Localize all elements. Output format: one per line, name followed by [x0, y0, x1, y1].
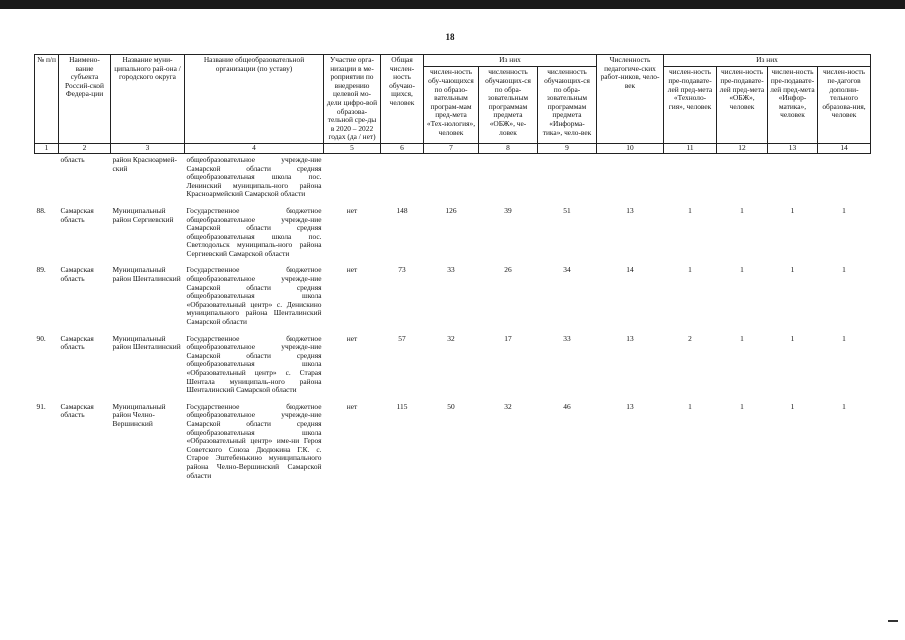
page-number: 18 — [445, 32, 455, 42]
row-students-tech — [424, 153, 479, 204]
row-teachers-tech: 1 — [688, 205, 692, 215]
row-students-inf: 51 — [563, 205, 571, 215]
header-students-obzh: численность обучающих-ся по обра-зовательным программам предмета «ОБЖ», че-ловек — [479, 67, 538, 144]
header-num: № п/п — [35, 55, 59, 144]
row-teachers-tech: 2 — [688, 333, 692, 343]
row-participation: нет — [346, 265, 358, 275]
row-total-students: 115 — [396, 401, 408, 411]
row-total-students: 57 — [398, 333, 406, 343]
table-row — [35, 401, 871, 486]
row-students-tech: 126 — [445, 205, 457, 215]
row-participation: нет — [346, 333, 358, 343]
col-number: 4 — [185, 143, 324, 153]
top-scan-bar — [0, 0, 905, 9]
row-region: Самарская область — [60, 205, 94, 224]
row-region: Самарская область — [60, 265, 94, 284]
row-district: Муниципальный район Шенталинский — [112, 333, 181, 352]
row-participation: нет — [346, 401, 358, 411]
row-students-inf: 46 — [563, 401, 571, 411]
row-region: Самарская область — [60, 333, 94, 352]
header-teachers-inf: числен-ность пре-подавате-лей пред-мета «Инфор-матика», человек — [768, 67, 818, 144]
row-organization: Государственное бюджетное общеобразовательное учрежде-ние Самарской области средняя общеобразовательная школа «Образовательный центр» име-ни Героя Советского Союза Дюдюкина Г.К. с. Старое Эштебенькино муниципального района Челно-Вершинский Самарской области — [186, 401, 322, 480]
row-participation — [324, 153, 381, 204]
row-district: Муниципальный район Шенталинский — [112, 265, 181, 284]
header-students-inf: численность обучающих-ся по обра-зовательным программам предмета «Информа-тика», чело-век — [538, 67, 597, 144]
row-students-inf: 33 — [563, 333, 571, 343]
row-teachers-tech — [664, 153, 717, 204]
row-students-obzh: 39 — [504, 205, 512, 215]
header-teachers-obzh: числен-ность пре-подавате-лей пред-мета «ОБЖ», человек — [717, 67, 768, 144]
row-organization: Государственное бюджетное общеобразовательное учрежде-ние Самарской области средняя общеобразовательная школа «Образовательный центр» с. Старая Шентала муниципаль-ного района Шенталинский Самарской области — [186, 333, 322, 395]
header-region: Наимено-вание субъекта Россий-ской Федера-ции — [59, 55, 111, 144]
row-number: 91. — [36, 401, 46, 411]
row-number — [35, 153, 59, 204]
row-teachers-tech: 1 — [688, 265, 692, 275]
table-row — [35, 264, 871, 332]
col-number: 14 — [818, 143, 871, 153]
row-region: область — [60, 154, 85, 164]
header-students-tech: числен-ность обу-чающихся по образо-вательным програм-мам пред-мета «Тех-нология», человек — [424, 67, 479, 144]
row-teachers-inf: 1 — [790, 265, 795, 275]
col-number: 8 — [479, 143, 538, 153]
row-total-students — [381, 153, 424, 204]
row-teachers — [597, 153, 664, 204]
row-teachers-obzh: 1 — [740, 205, 744, 215]
table-row — [35, 153, 871, 204]
col-number: 13 — [768, 143, 818, 153]
row-teachers-obzh: 1 — [740, 333, 744, 343]
row-students-tech: 50 — [447, 401, 455, 411]
row-teachers: 13 — [626, 205, 634, 215]
row-organization: общеобразовательное учрежде-ние Самарской области средняя общеобразовательная школа пос. Ленинский муниципаль-ного района Красноармейский Самарской области — [186, 154, 322, 199]
row-teachers-obzh: 1 — [740, 401, 744, 411]
row-students-tech: 33 — [447, 265, 455, 275]
header-district: Название муни-ципального рай-она / городского округа — [111, 55, 185, 144]
row-participation: нет — [346, 205, 358, 215]
row-total-students: 73 — [398, 265, 406, 275]
row-teachers-inf: 1 — [790, 333, 795, 343]
row-students-obzh — [479, 153, 538, 204]
row-region: Самарская область — [60, 401, 94, 420]
header-teachers-additional: числен-ность пе-дагогов дополни-тельного образова-ния, человек — [818, 67, 871, 144]
table-row — [35, 333, 871, 401]
row-teachers-additional: 1 — [842, 401, 846, 411]
row-students-obzh: 26 — [504, 265, 512, 275]
header-teachers-tech: числен-ность пре-подавате-лей пред-мета «Техноло-гия», человек — [664, 67, 717, 144]
col-number: 11 — [664, 143, 717, 153]
row-number: 88. — [36, 205, 46, 215]
row-students-tech: 32 — [447, 333, 455, 343]
row-organization: Государственное бюджетное общеобразовательное учрежде-ние Самарской области средняя общеобразовательная школа пос. Светлодольск муниципаль-ного района Сергиевский Самарской области — [186, 205, 322, 258]
header-participation: Участие орга-низации в ме-роприятии по внедрению целевой мо-дели цифро-вой образова-тельной сре-ды в 2020 – 2022 годах (да / нет) — [324, 55, 381, 144]
row-teachers: 14 — [626, 265, 634, 275]
header-group-students: Из них — [424, 55, 597, 67]
row-teachers-additional: 1 — [842, 265, 846, 275]
row-district: Муниципальный район Сергиевский — [112, 205, 174, 224]
col-number: 1 — [35, 143, 59, 153]
table-row — [35, 205, 871, 265]
row-students-obzh: 32 — [504, 401, 512, 411]
registry-table — [34, 54, 871, 486]
col-number: 3 — [111, 143, 185, 153]
row-teachers: 13 — [626, 401, 634, 411]
row-teachers-obzh — [717, 153, 768, 204]
row-teachers-additional: 1 — [842, 205, 846, 215]
row-teachers-additional: 1 — [842, 333, 846, 343]
row-teachers: 13 — [626, 333, 634, 343]
header-teachers: Численность педагогиче-ских работ-ников, чело-век — [597, 55, 664, 144]
col-number: 5 — [324, 143, 381, 153]
row-organization: Государственное бюджетное общеобразовательное учрежде-ние Самарской области средняя общеобразовательная школа «Образовательный центр» с. Денискино муниципального района Шенталинский Самарской области — [186, 265, 322, 327]
row-students-inf — [538, 153, 597, 204]
row-number: 90. — [36, 333, 46, 343]
col-number: 12 — [717, 143, 768, 153]
row-teachers-additional — [818, 153, 871, 204]
header-org: Название общеобразовательной организации (по уставу) — [185, 55, 324, 144]
row-students-obzh: 17 — [504, 333, 512, 343]
page-edge-mark — [888, 620, 898, 622]
row-district: район Красноармей-ский — [112, 154, 178, 173]
col-number: 10 — [597, 143, 664, 153]
row-students-inf: 34 — [563, 265, 571, 275]
col-number: 2 — [59, 143, 111, 153]
row-district: Муниципальный район Челно-Вершинский — [112, 401, 166, 428]
col-number: 7 — [424, 143, 479, 153]
header-total-students: Общая числен-ность обучаю-щихся, человек — [381, 55, 424, 144]
row-teachers-inf: 1 — [790, 205, 795, 215]
row-teachers-inf: 1 — [790, 401, 795, 411]
row-teachers-inf — [768, 153, 818, 204]
header-group-teachers: Из них — [664, 55, 871, 67]
row-number: 89. — [36, 265, 46, 275]
row-teachers-obzh: 1 — [740, 265, 744, 275]
col-number: 9 — [538, 143, 597, 153]
col-number: 6 — [381, 143, 424, 153]
row-total-students: 148 — [396, 205, 408, 215]
row-teachers-tech: 1 — [688, 401, 692, 411]
